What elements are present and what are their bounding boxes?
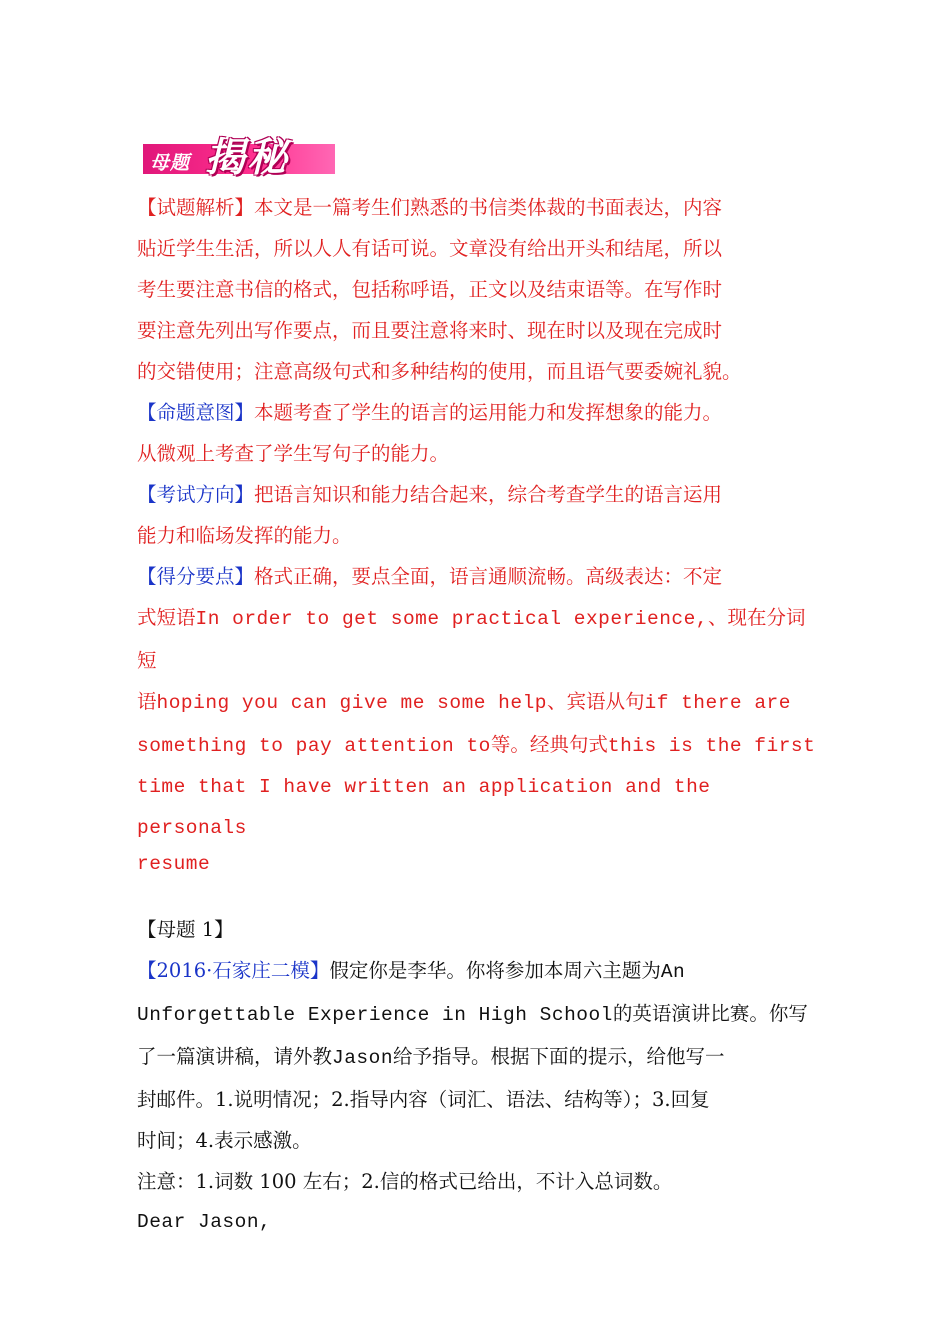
analysis-line-2: 贴近学生生活，所以人人有话可说。文章没有给出开头和结尾，所以 — [137, 237, 723, 260]
analysis-line-5: 的交错使用；注意高级句式和多种结构的使用，而且语气要委婉礼貌。 — [137, 360, 742, 383]
intent-line-2: 从微观上考查了学生写句子的能力。 — [137, 442, 450, 465]
letter-greeting: Dear Jason, — [137, 1211, 272, 1233]
spacer — [137, 879, 817, 909]
banner-small-text: 母题 — [150, 152, 191, 174]
score-line-6: resume — [137, 853, 211, 875]
question-line-1: 【2016·石家庄二模】假定你是李华。你将参加本周六主题为An — [137, 959, 686, 983]
direction-line-2: 能力和临场发挥的能力。 — [137, 524, 352, 547]
intent-tag: 【命题意图】 — [137, 401, 255, 424]
banner-big-text: 揭秘 — [205, 135, 289, 181]
direction-tag: 【考试方向】 — [137, 483, 255, 506]
score-line-3: 语hoping you can give me some help、宾语从句if there are — [137, 690, 791, 714]
section-banner — [143, 130, 335, 181]
analysis-tag: 【试题解析】 — [137, 196, 255, 219]
question-line-4: 封邮件。1.说明情况；2.指导内容（词汇、语法、结构等）；3.回复 — [137, 1088, 710, 1111]
score-line-4: something to pay attention to等。经典句式this is the first — [137, 733, 816, 757]
analysis-line-1: 【试题解析】本文是一篇考生们熟悉的书信类体裁的书面表达，内容 — [137, 196, 723, 219]
document-body — [137, 187, 817, 1243]
question-line-3: 了一篇演讲稿，请外教Jason给予指导。根据下面的提示，给他写一 — [137, 1045, 725, 1069]
intent-line-1: 【命题意图】本题考查了学生的语言的运用能力和发挥想象的能力。 — [137, 401, 723, 424]
question-line-5: 时间；4.表示感激。 — [137, 1129, 312, 1152]
direction-line-1: 【考试方向】把语言知识和能力结合起来，综合考查学生的语言运用 — [137, 483, 723, 506]
question-heading: 【母题 1】 — [137, 918, 234, 941]
question-note: 注意：1.词数 100 左右；2.信的格式已给出，不计入总词数。 — [137, 1170, 673, 1193]
score-line-2: 式短语In order to get some practical experience,、现在分词短 — [137, 606, 806, 672]
score-line-1: 【得分要点】格式正确，要点全面，语言通顺流畅。高级表达：不定 — [137, 565, 723, 588]
score-line-5: time that I have written an application and the personals — [137, 776, 711, 839]
analysis-line-3: 考生要注意书信的格式，包括称呼语，正文以及结束语等。在写作时 — [137, 278, 723, 301]
question-line-2: Unforgettable Experience in High School的英语演讲比赛。你写 — [137, 1002, 808, 1026]
analysis-line-4: 要注意先列出写作要点，而且要注意将来时、现在时以及现在完成时 — [137, 319, 723, 342]
score-tag: 【得分要点】 — [137, 565, 255, 588]
question-source: 【2016·石家庄二模】 — [137, 959, 330, 982]
